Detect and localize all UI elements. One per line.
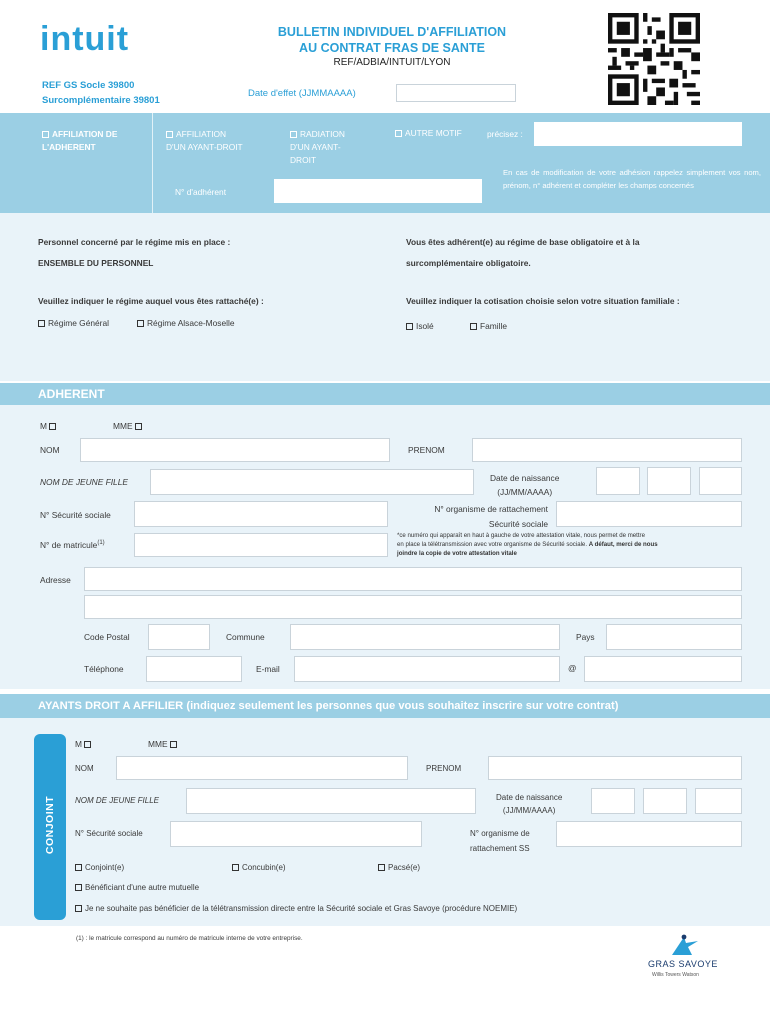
date-effet-label: Date d'effet (JJMMAAAA) [248,88,356,99]
adherent-matricule-text: N° de matricule [40,540,98,550]
adherent-prenom-label: PRENOM [408,445,445,455]
adherent-vitale-note-3: joindre la copie de votre attestation vitale [397,550,517,557]
conjoint-option[interactable] [75,863,124,872]
autre-mutuelle-label: Bénéficiant d'une autre mutuelle [85,883,200,892]
adherent-email-input[interactable] [294,656,560,682]
title-line-2: AU CONTRAT FRAS DE SANTE [299,41,485,55]
adherent-organisme-line-2: Sécurité sociale [488,519,548,529]
radiation-label-3: DROIT [290,155,317,165]
autre-motif-option[interactable] [395,128,462,138]
affiliation-ayant-label-1: AFFILIATION [176,129,227,139]
adherent-secu-label: N° Sécurité sociale [40,510,111,520]
conjoint-birth-day-input[interactable] [591,788,635,814]
adherent-date-naissance-line-2: (JJ/MM/AAAA) [497,487,553,497]
regime-general-option[interactable] [38,318,109,328]
adherent-date-naissance-line-1: Date de naissance [490,473,560,483]
personnel-value: ENSEMBLE DU PERSONNEL [38,258,154,268]
adherent-pays-input[interactable] [606,624,742,650]
adherent-nom-label: NOM [40,445,60,455]
conjoint-prenom-input[interactable] [488,756,742,780]
precisez-input[interactable] [534,122,742,146]
footnote: (1) : le matricule correspond au numéro de matricule interne de votre entreprise. [76,935,303,942]
conjoint-mme-checkbox[interactable] [170,741,177,748]
affiliation-ayant-label-2: D'UN AYANT-DROIT [166,142,243,152]
conjoint-m-label: M [75,739,82,749]
isole-label: Isolé [416,321,434,331]
conjoint-m-checkbox[interactable] [84,741,91,748]
adherent-email-label: E-mail [256,664,280,674]
gras-savoye-logo-icon [664,933,704,957]
adherent-mme-label: MME [113,421,133,431]
conjoint-date-naissance-label [496,791,562,817]
adherent-jeune-fille-label: NOM DE JEUNE FILLE [40,477,128,487]
adherent-mme-checkbox[interactable] [135,423,142,430]
noemie-checkbox[interactable] [75,905,82,912]
isole-checkbox[interactable] [406,323,413,330]
motif-note: En cas de modification de votre adhésion rappelez simplement vos nom, prénom, n° adhérent et compléter les champs concernés [503,168,761,190]
conjoint-birth-month-input[interactable] [643,788,687,814]
adherent-matricule-label [40,540,105,550]
pacse-label: Pacsé(e) [388,863,421,872]
regime-general-label: Régime Général [48,318,109,328]
regime-question: Veuillez indiquer le régime auquel vous êtes rattaché(e) : [38,296,264,306]
date-effet-input[interactable] [396,84,516,102]
adherent-pays-label: Pays [576,632,595,642]
numero-adherent-label: N° d'adhérent [175,187,227,197]
adherent-secu-input[interactable] [134,501,388,527]
adherent-date-naissance-label [490,471,559,499]
autre-mutuelle-checkbox[interactable] [75,884,82,891]
affiliation-adherent-label-2: L'ADHERENT [42,142,96,152]
adherent-m-checkbox[interactable] [49,423,56,430]
conjoint-label: Conjoint(e) [85,863,125,872]
famille-option[interactable] [470,321,507,331]
title-line-1: BULLETIN INDIVIDUEL D'AFFILIATION [277,25,507,39]
regime-alsace-option[interactable] [137,318,235,328]
adherent-matricule-sup: (1) [97,540,105,547]
adherent-vitale-note-1: *ce numéro qui apparaît en haut à gauche de votre attestation vitale, nous permet de mettre [397,532,645,539]
autre-motif-checkbox[interactable] [395,130,402,137]
adherent-prenom-input[interactable] [472,438,742,462]
ref-surcomplementaire: Surcomplémentaire 39801 [42,95,160,106]
adherent-telephone-input[interactable] [146,656,242,682]
adherent-email-domain-input[interactable] [584,656,742,682]
affiliation-adherent-option[interactable] [42,128,117,154]
numero-adherent-input[interactable] [274,179,482,203]
ref-gs-socle: REF GS Socle 39800 [42,80,135,91]
adherent-organisme-line-1: N° organisme de rattachement [434,504,548,514]
conjoint-organisme-line-2: rattachement SS [470,844,530,853]
concubin-option[interactable] [232,863,286,872]
adherent-m-label: M [40,421,47,431]
conjoint-organisme-line-1: N° organisme de [470,829,530,838]
conjoint-date-naissance-line-1: Date de naissance [496,793,563,802]
qr-code-icon [607,13,701,105]
concubin-checkbox[interactable] [232,864,239,871]
adherent-birth-day-input[interactable] [596,467,640,495]
famille-label: Famille [480,321,507,331]
affiliation-adherent-checkbox[interactable] [42,131,49,138]
conjoint-checkbox[interactable] [75,864,82,871]
regime-alsace-checkbox[interactable] [137,320,144,327]
radiation-checkbox[interactable] [290,131,297,138]
conjoint-birth-year-input[interactable] [695,788,742,814]
conjoint-jeune-fille-label: NOM DE JEUNE FILLE [75,796,160,805]
adherent-vitale-note-2b: A défaut, merci de nous [588,541,658,548]
adherent-matricule-input[interactable] [134,533,388,557]
intuit-logo: intuit [40,20,130,58]
affiliation-ayant-option[interactable] [166,128,243,154]
conjoint-organisme-input[interactable] [556,821,742,847]
isole-option[interactable] [406,321,434,331]
adherent-regime-line-2: surcomplémentaire obligatoire. [406,258,531,268]
radiation-label-2: D'UN AYANT- [290,142,341,152]
personnel-label: Personnel concerné par le régime mis en place : [38,237,231,247]
adherent-m-option[interactable] [40,421,59,431]
famille-checkbox[interactable] [470,323,477,330]
autre-motif-label: AUTRE MOTIF [405,128,462,138]
ayants-section-title: AYANTS DROIT A AFFILIER (indiquez seulement les personnes que vous souhaitez inscrire sur votre contrat) [0,694,770,718]
adherent-birth-month-input[interactable] [647,467,691,495]
affiliation-adherent-label-1: AFFILIATION DE [52,129,118,139]
adherent-adresse-input-2[interactable] [84,595,742,619]
adherent-adresse-label: Adresse [40,575,71,585]
noemie-option[interactable] [75,904,517,913]
adherent-organisme-input[interactable] [556,501,742,527]
conjoint-nom-input[interactable] [116,756,408,780]
ref-line: REF/ADBIA/INTUIT/LYON [333,57,451,68]
conjoint-mme-label: MME [148,739,168,749]
regime-general-checkbox[interactable] [38,320,45,327]
noemie-label: Je ne souhaite pas bénéficier de la télétransmission directe entre la Sécurité sociale et Gras Savoye (procédure NOEMIE) [85,904,518,913]
gras-savoye-brand: GRAS SAVOYE [648,959,718,969]
adherent-mme-option[interactable] [113,421,145,431]
form-title [232,24,552,70]
autre-mutuelle-option[interactable] [75,883,199,892]
motif-band-divider [152,113,153,213]
pacse-option[interactable] [378,863,420,872]
adherent-telephone-label: Téléphone [84,664,124,674]
conjoint-nom-label: NOM [75,764,94,773]
conjoint-mme-option[interactable] [148,739,180,749]
conjoint-prenom-label: PRENOM [426,764,462,773]
conjoint-organisme-label [470,826,530,856]
adherent-vitale-note [397,531,757,558]
radiation-label-1: RADIATION [300,129,345,139]
adherent-jeune-fille-input[interactable] [150,469,474,495]
concubin-label: Concubin(e) [242,863,286,872]
adherent-section-title: ADHERENT [0,383,770,405]
precisez-label: précisez : [487,129,523,139]
affiliation-ayant-checkbox[interactable] [166,131,173,138]
adherent-code-postal-input[interactable] [148,624,210,650]
conjoint-secu-label: N° Sécurité sociale [75,829,143,838]
radiation-option[interactable] [290,128,345,167]
adherent-adresse-input-1[interactable] [84,567,742,591]
regime-alsace-label: Régime Alsace-Moselle [147,318,235,328]
gras-savoye-sub: Willis Towers Watson [652,972,699,978]
adherent-commune-input[interactable] [290,624,560,650]
conjoint-tab-label: CONJOINT [44,795,56,855]
adherent-nom-input[interactable] [80,438,390,462]
conjoint-jeune-fille-input[interactable] [186,788,476,814]
adherent-vitale-note-2: en place la télétransmission avec votre organisme de Sécurité sociale. [397,541,588,548]
conjoint-date-naissance-line-2: (JJ/MM/AAAA) [502,806,556,815]
adherent-code-postal-label: Code Postal [84,632,130,642]
adherent-organisme-label [392,502,548,532]
adherent-at-label: @ [568,663,577,673]
conjoint-m-option[interactable] [75,739,94,749]
adherent-birth-year-input[interactable] [699,467,742,495]
conjoint-secu-input[interactable] [170,821,422,847]
pacse-checkbox[interactable] [378,864,385,871]
cotisation-question: Veuillez indiquer la cotisation choisie selon votre situation familiale : [406,296,680,306]
adherent-commune-label: Commune [226,632,265,642]
ref-gs [42,78,160,108]
adherent-regime-line-1: Vous êtes adhérent(e) au régime de base obligatoire et à la [406,237,640,247]
